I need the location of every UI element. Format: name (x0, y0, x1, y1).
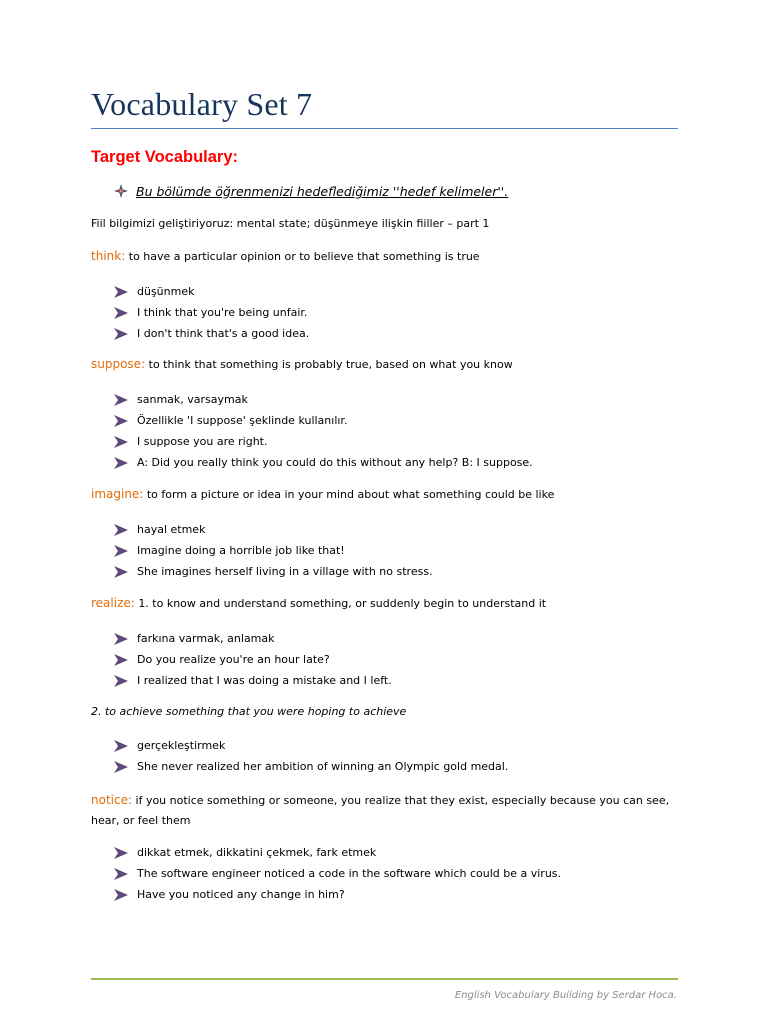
footer-rule (91, 978, 678, 980)
list-item: I suppose you are right. (114, 431, 533, 452)
list-item: hayal etmek (114, 519, 433, 540)
list-item: A: Did you really think you could do this without any help? B: I suppose. (114, 452, 533, 473)
arrow-bullet-icon (114, 545, 128, 557)
arrow-bullet-icon (114, 394, 128, 406)
bullet-list-realize-2 (114, 735, 508, 777)
arrow-bullet-icon (114, 740, 128, 752)
arrow-bullet-icon (114, 761, 128, 773)
entry-notice (91, 790, 681, 831)
list-item: I think that you're being unfair. (114, 302, 309, 323)
arrow-bullet-icon (114, 328, 128, 340)
list-item: I don't think that's a good idea. (114, 323, 309, 344)
list-item: The software engineer noticed a code in the software which could be a virus. (114, 863, 561, 884)
entry-word: imagine: (91, 487, 144, 501)
entry-realize (91, 596, 546, 610)
section-heading: Target Vocabulary: (91, 148, 239, 166)
arrow-bullet-icon (114, 566, 128, 578)
arrow-bullet-icon (114, 286, 128, 298)
entry-definition: 1. to know and understand something, or suddenly begin to understand it (138, 597, 547, 610)
bullet-list-suppose (114, 389, 533, 473)
entry-definition: if you notice something or someone, you realize that they exist, especially because you can see, hear, or feel them (91, 794, 670, 827)
arrow-bullet-icon (114, 654, 128, 666)
arrow-bullet-icon (114, 889, 128, 901)
arrow-bullet-icon (114, 436, 128, 448)
entry-definition: to have a particular opinion or to believe that something is true (128, 250, 480, 263)
arrow-bullet-icon (114, 868, 128, 880)
arrow-bullet-icon (114, 457, 128, 469)
footer-text: English Vocabulary Building by Serdar Hoca. (454, 990, 677, 1001)
arrow-bullet-icon (114, 847, 128, 859)
arrow-bullet-icon (114, 415, 128, 427)
entry-word: think: (91, 249, 126, 263)
arrow-bullet-icon (114, 633, 128, 645)
list-item: I realized that I was doing a mistake and I left. (114, 670, 392, 691)
list-item: farkına varmak, anlamak (114, 628, 392, 649)
list-item: Imagine doing a horrible job like that! (114, 540, 433, 561)
arrow-bullet-icon (114, 524, 128, 536)
arrow-bullet-icon (114, 675, 128, 687)
bullet-list-realize (114, 628, 392, 691)
arrow-bullet-icon (114, 307, 128, 319)
list-item: She imagines herself living in a village with no stress. (114, 561, 433, 582)
page-title: Vocabulary Set 7 (91, 86, 313, 122)
bullet-list-notice (114, 842, 561, 905)
entry-definition: to form a picture or idea in your mind about what something could be like (146, 488, 555, 501)
entry-word: suppose: (91, 357, 146, 371)
subtitle (114, 184, 508, 199)
bullet-list-imagine (114, 519, 433, 582)
list-item: dikkat etmek, dikkatini çekmek, fark etmek (114, 842, 561, 863)
list-item: gerçekleştirmek (114, 735, 508, 756)
list-item: She never realized her ambition of winning an Olympic gold medal. (114, 756, 508, 777)
title-rule (91, 128, 678, 129)
subtitle-text: Bu bölümde öğrenmenizi hedeflediğimiz ''hedef kelimeler''. (136, 184, 509, 199)
bullet-list-think (114, 281, 309, 344)
list-item: Have you noticed any change in him? (114, 884, 561, 905)
list-item: düşünmek (114, 281, 309, 302)
list-item: Özellikle 'I suppose' şeklinde kullanılır. (114, 410, 533, 431)
list-item: sanmak, varsaymak (114, 389, 533, 410)
entry-imagine (91, 487, 554, 501)
sense-2: 2. to achieve something that you were hoping to achieve (91, 705, 407, 718)
entry-think (91, 249, 480, 263)
list-item: Do you realize you're an hour late? (114, 649, 392, 670)
entry-word: notice: (91, 793, 133, 807)
entry-definition: to think that something is probably true, based on what you know (148, 358, 513, 371)
entry-word: realize: (91, 596, 135, 610)
four-point-star-icon (114, 184, 128, 198)
intro-text: Fiil bilgimizi geliştiriyoruz: mental state; düşünmeye ilişkin fiiller – part 1 (91, 217, 490, 230)
entry-suppose (91, 357, 513, 371)
